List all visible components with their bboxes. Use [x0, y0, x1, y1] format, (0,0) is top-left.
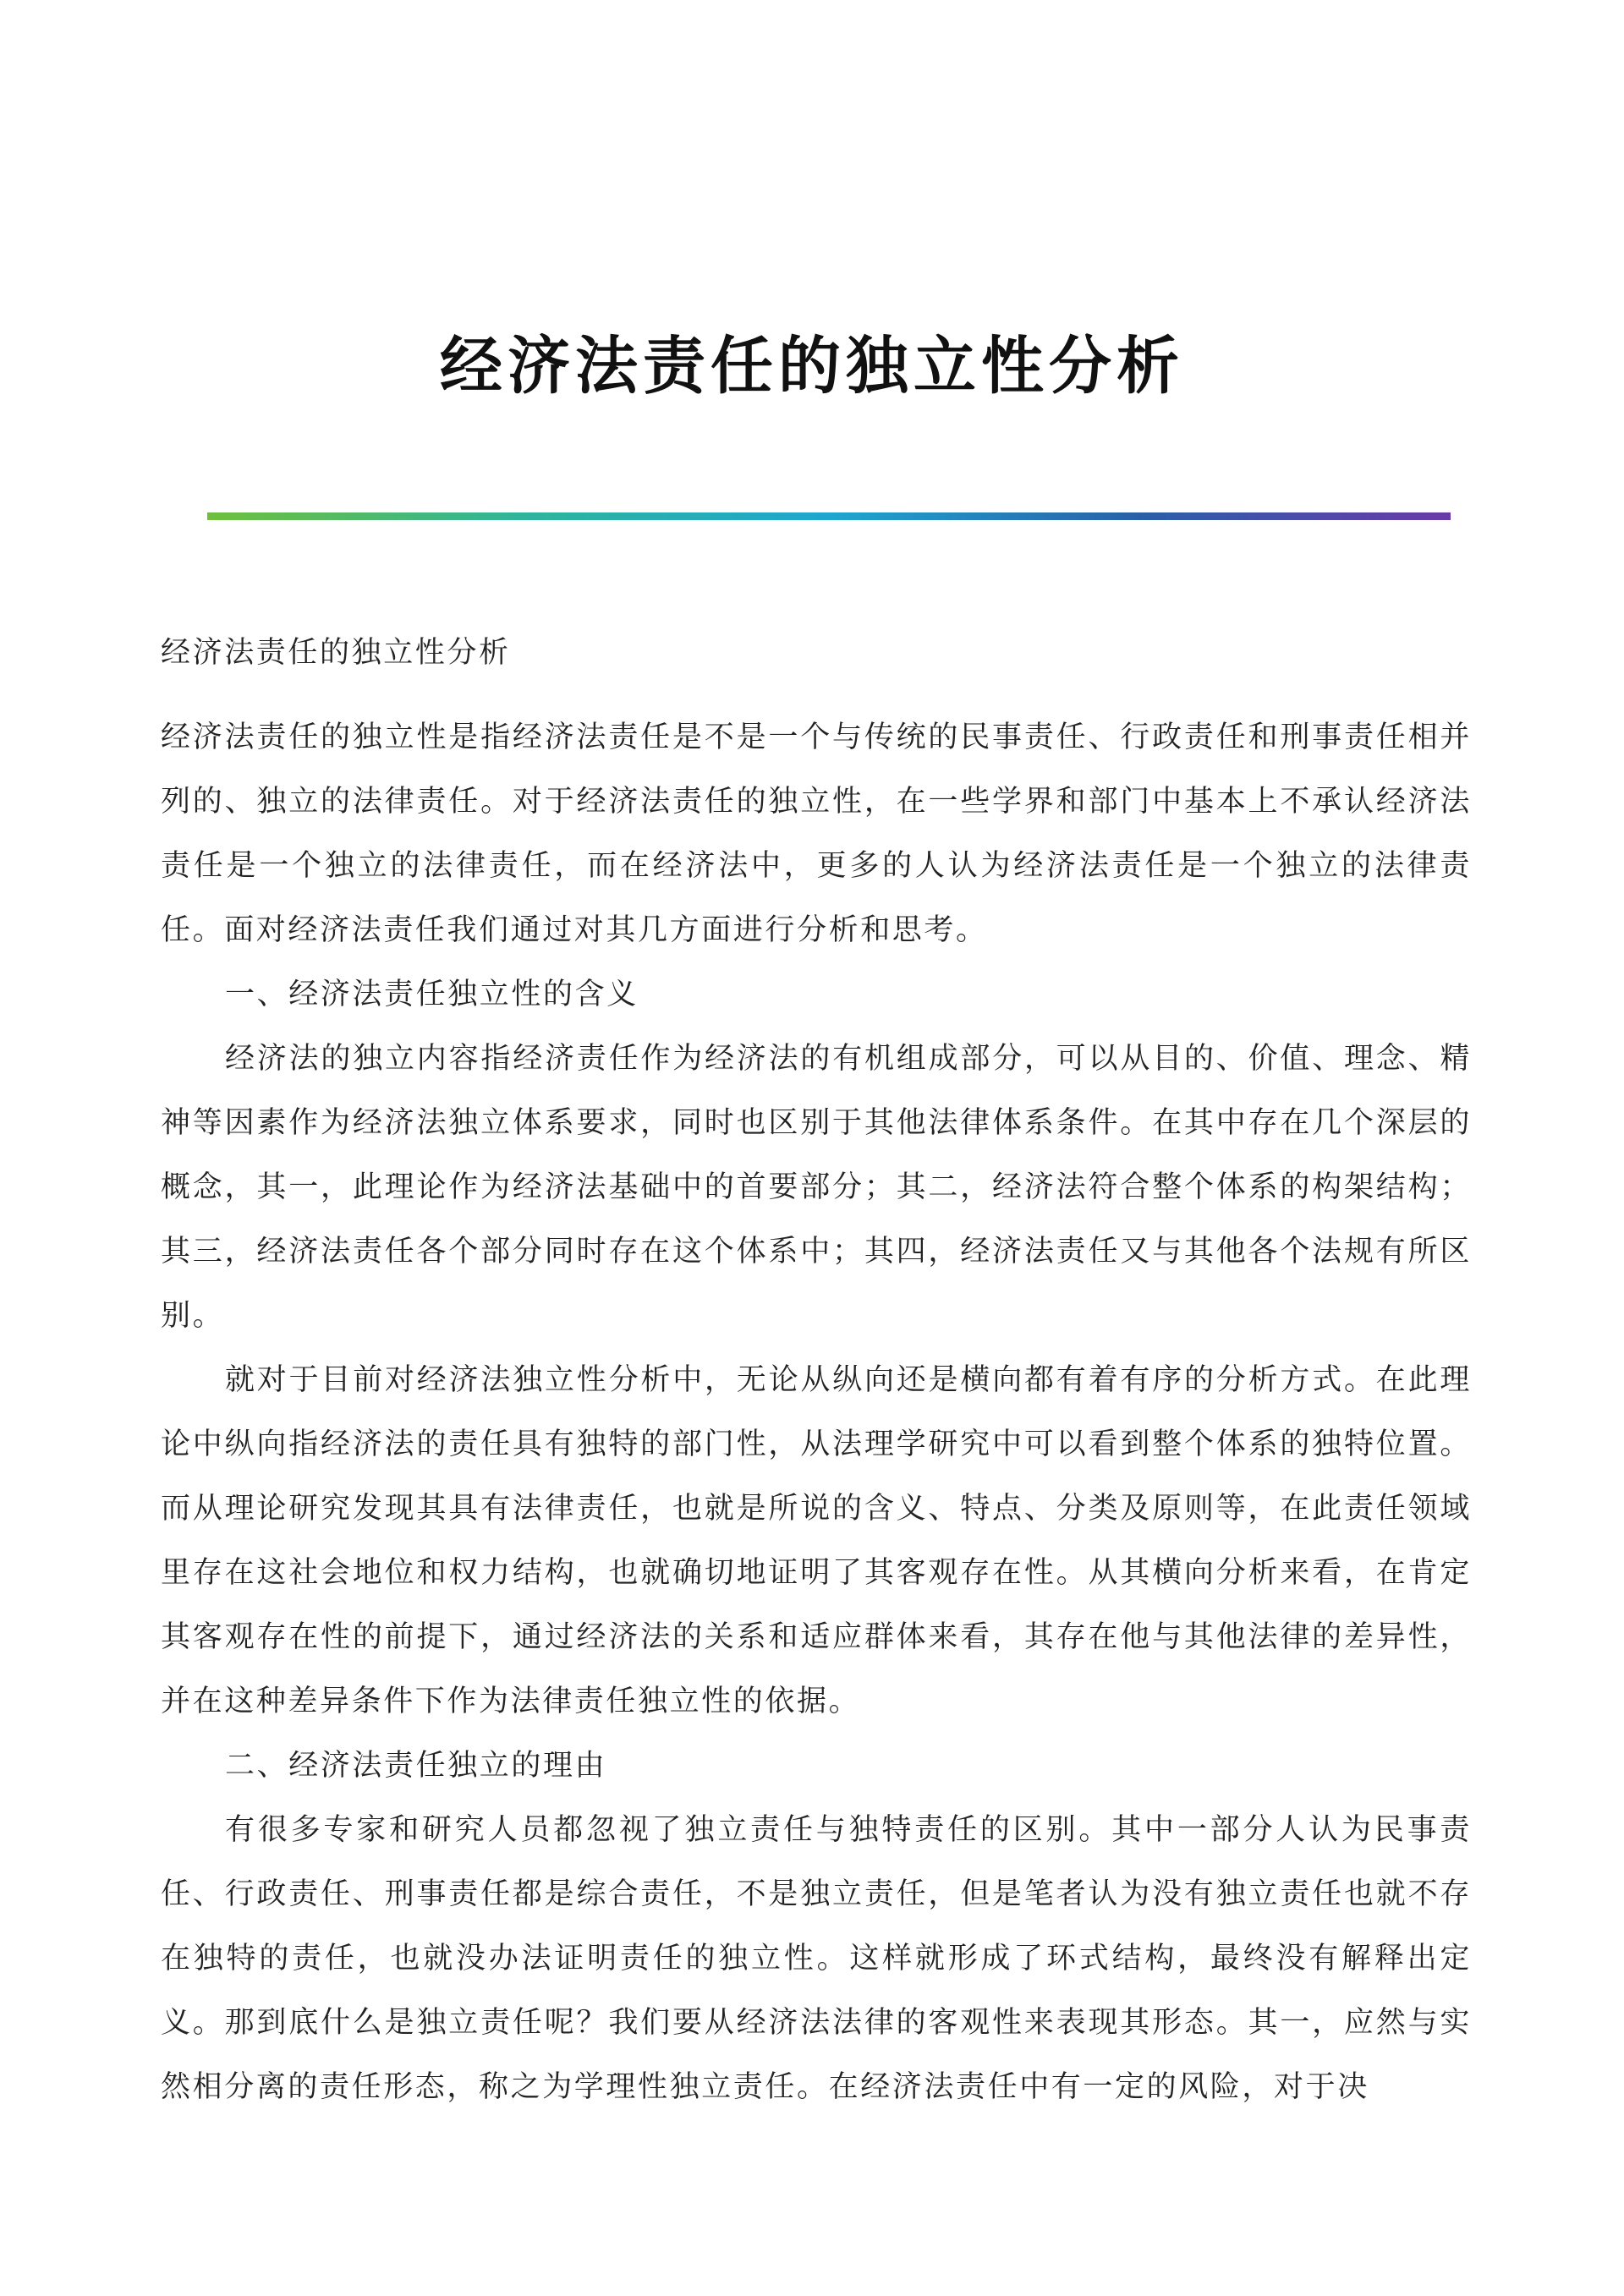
paragraph-reasons: 有很多专家和研究人员都忽视了独立责任与独特责任的区别。其中一部分人认为民事责任、行政责任、刑事责任都是综合责任，不是独立责任，但是笔者认为没有独立责任也就不存在独特的责任，也就没办法证明责任的独立性。这样就形成了环式结构，最终没有解释出定义。那到底什么是独立责任呢？我们要从经济法法律的客观性来表现其形态。其一，应然与实然相分离的责任形态，称之为学理性独立责任。在经济法责任中有一定的风险，对于决	[161, 1813, 1472, 2104]
document-body	[161, 621, 1472, 2119]
paragraph-meaning: 经济法的独立内容指经济责任作为经济法的有机组成部分，可以从目的、价值、理念、精神等因素作为经济法独立体系要求，同时也区别于其他法律体系条件。在其中存在几个深层的概念，其一，此理论作为经济法基础中的首要部分；其二，经济法符合整个体系的构架结构；其三，经济法责任各个部分同时存在这个体系中；其四，经济法责任又与其他各个法规有所区别。	[161, 1042, 1472, 1333]
paragraph-intro: 经济法责任的独立性是指经济法责任是不是一个与传统的民事责任、行政责任和刑事责任相并列的、独立的法律责任。对于经济法责任的独立性，在一些学界和部门中基本上不承认经济法责任是一个独立的法律责任，而在经济法中，更多的人认为经济法责任是一个独立的法律责任。面对经济法责任我们通过对其几方面进行分析和思考。	[161, 721, 1472, 947]
section-heading-1: 一、经济法责任独立性的含义	[225, 978, 639, 1011]
document-title: 经济法责任的独立性分析	[440, 330, 1184, 403]
section-heading-2: 二、经济法责任独立的理由	[225, 1749, 607, 1783]
document-subtitle: 经济法责任的独立性分析	[161, 636, 511, 670]
paragraph-analysis: 就对于目前对经济法独立性分析中，无论从纵向还是横向都有着有序的分析方式。在此理论中纵向指经济法的责任具有独特的部门性，从法理学研究中可以看到整个体系的独特位置。而从理论研究发现其具有法律责任，也就是所说的含义、特点、分类及原则等，在此责任领域里存在这社会地位和权力结构，也就确切地证明了其客观存在性。从其横向分析来看，在肯定其客观存在性的前提下，通过经济法的关系和适应群体来看，其存在他与其他法律的差异性，并在这种差异条件下作为法律责任独立性的依据。	[161, 1363, 1472, 1718]
title-gradient-rule	[207, 512, 1451, 520]
